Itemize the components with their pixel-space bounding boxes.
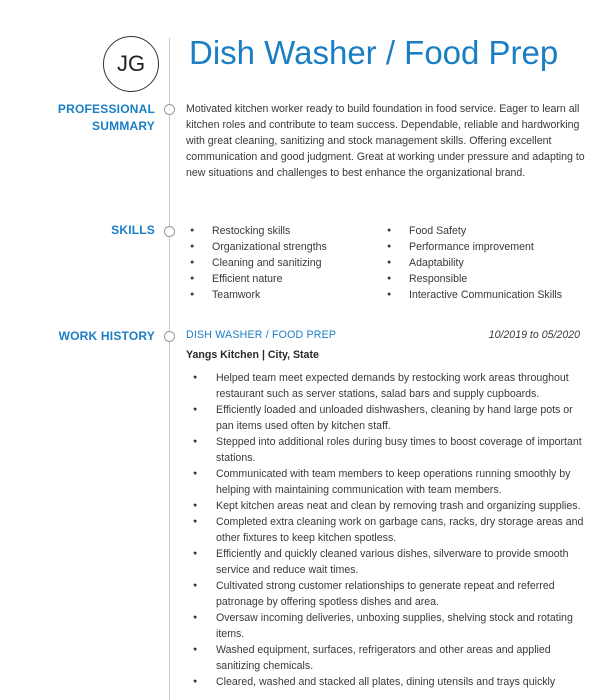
duty-item: ● Cleared, washed and stacked all plates, dining utensils and trays quickly <box>186 674 586 690</box>
duty-item: ● Washed equipment, surfaces, refrigerators and other areas and applied sanitizing chemicals. <box>186 642 586 674</box>
skill-item: ● Adaptability <box>383 255 562 271</box>
duty-item: ● Efficiently and quickly cleaned various dishes, silverware to provide smooth service and reduce wait times. <box>186 546 586 578</box>
summary-label <box>58 101 155 135</box>
duties-list <box>186 370 586 690</box>
duty-item: ● Kept kitchen areas neat and clean by removing trash and organizing supplies. <box>186 498 586 514</box>
timeline-line <box>169 38 170 700</box>
duty-item: ● Cultivated strong customer relationships to generate repeat and referred patronage by offering spotless dishes and area. <box>186 578 586 610</box>
skill-item: ● Restocking skills <box>186 223 327 239</box>
duty-item: ● Helped team meet expected demands by restocking work areas throughout restaurant such as server stations, salad bars and supply cupboards. <box>186 370 586 402</box>
skills-list-right <box>383 223 562 303</box>
skill-item: ● Performance improvement <box>383 239 562 255</box>
initials-avatar <box>103 36 159 92</box>
skill-item: ● Responsible <box>383 271 562 287</box>
duty-item: ● Efficiently loaded and unloaded dishwashers, cleaning by hand large pots or pan items used often by kitchen staff. <box>186 402 586 434</box>
job-title: DISH WASHER / FOOD PREP <box>186 329 337 341</box>
duty-item: ● Oversaw incoming deliveries, unboxing supplies, shelving stock and rotating items. <box>186 610 586 642</box>
summary-label-line1: PROFESSIONAL <box>57 102 155 116</box>
skills-list-left <box>186 223 327 303</box>
summary-text: Motivated kitchen worker ready to build foundation in food service. Eager to learn all kitchen roles and contribute to team success. Dependable, reliable and hardworking with great cleaning, sanitizing and stock management skills. Offering excellent communication and good judgment. Great at working under pressure and adapting to new situations and challenges to best enhance the organizational brand. <box>186 103 585 179</box>
duty-item: ● Communicated with team members to keep operations running smoothly by helping with maintaining communication with team members. <box>186 466 586 498</box>
work-timeline-dot <box>164 331 175 342</box>
resume-title: Dish Washer / Food Prep <box>189 34 559 71</box>
skills-timeline-dot <box>164 226 175 237</box>
duty-item: ● Stepped into additional roles during busy times to boost coverage of important stations. <box>186 434 586 466</box>
work-history-label: WORK HISTORY <box>58 329 155 343</box>
skill-item: ● Food Safety <box>383 223 562 239</box>
duty-item: ● Completed extra cleaning work on garbage cans, racks, dry storage areas and other fixtures to keep kitchen spotless. <box>186 514 586 546</box>
summary-label-line2: SUMMARY <box>92 119 155 133</box>
skill-item: ● Cleaning and sanitizing <box>186 255 327 271</box>
skill-item: ● Organizational strengths <box>186 239 327 255</box>
skill-item: ● Efficient nature <box>186 271 327 287</box>
skill-item: ● Interactive Communication Skills <box>383 287 562 303</box>
employer-line: Yangs Kitchen | City, State <box>186 349 319 361</box>
skill-item: ● Teamwork <box>186 287 327 303</box>
skills-label: SKILLS <box>111 223 155 237</box>
initials-text: JG <box>116 51 146 76</box>
job-dates: 10/2019 to 05/2020 <box>488 329 580 341</box>
summary-timeline-dot <box>164 104 175 115</box>
